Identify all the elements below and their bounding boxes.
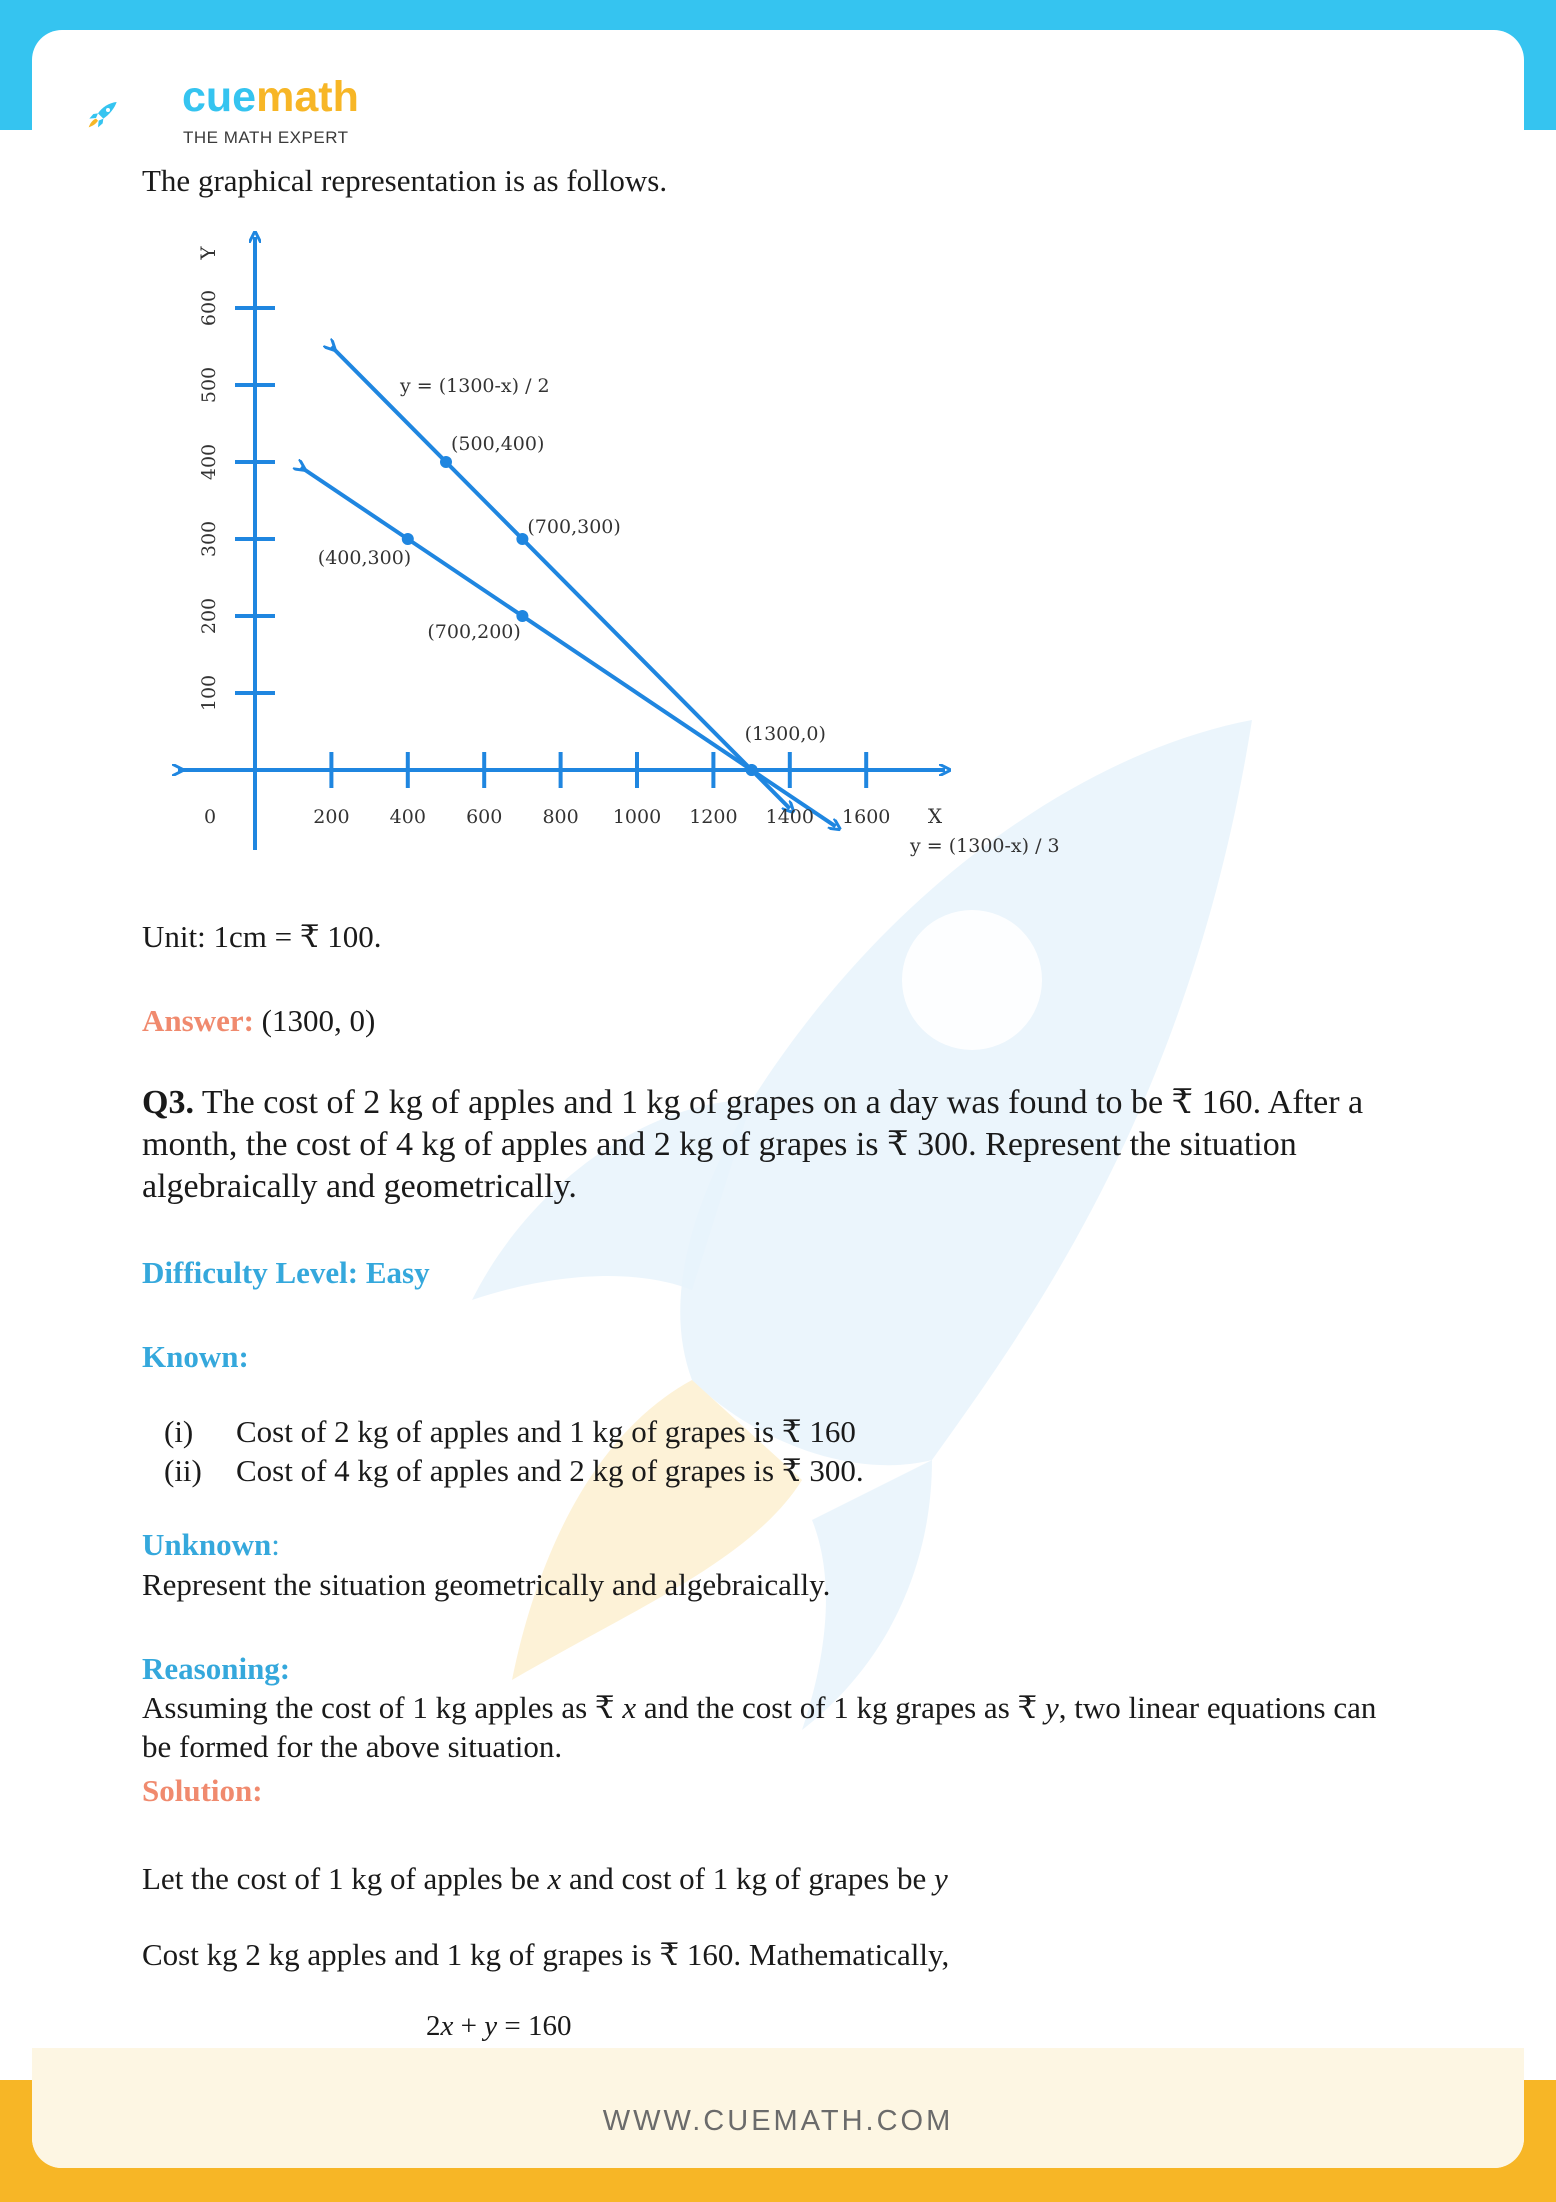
reasoning-heading: Reasoning:: [142, 1651, 291, 1686]
difficulty-level: Difficulty Level: Easy: [142, 1255, 430, 1290]
brand-part-cue: cue: [182, 73, 257, 121]
list-item-number: (i): [164, 1414, 194, 1449]
data-point: [402, 533, 414, 545]
intercept-label: (1300,0): [744, 723, 826, 745]
answer-value: (1300, 0): [253, 1003, 376, 1038]
series-label: y = (1300-x) / 2: [400, 375, 550, 397]
x-tick-label: 200: [313, 806, 350, 828]
unknown-text: Represent the situation geometrically and algebraically.: [142, 1567, 831, 1602]
y-tick-label: 200: [198, 597, 220, 635]
footer-url: WWW.CUEMATH.COM: [602, 2105, 954, 2137]
point-label: (400,300): [317, 547, 412, 569]
answer-line: [142, 1002, 375, 1039]
series-line: [331, 347, 789, 809]
solution-line-1: [142, 1860, 948, 1897]
list-item: [164, 1412, 864, 1451]
y-tick-label: 600: [198, 289, 220, 327]
equation: [426, 2010, 571, 2043]
brand-wordmark: [182, 73, 359, 121]
reasoning-part: and the cost of 1 kg grapes as ₹: [636, 1690, 1045, 1725]
brand-tagline: THE MATH EXPERT: [183, 128, 349, 147]
brand-part-math: math: [256, 73, 359, 121]
reasoning-text: [142, 1688, 1402, 1766]
eq-variable-y: y: [484, 2010, 498, 2042]
known-heading: Known:: [142, 1339, 249, 1374]
origin-label: 0: [203, 806, 217, 828]
eq-variable-x: x: [440, 2010, 454, 2042]
eq-rhs: = 160: [497, 2010, 572, 2042]
point-label: (700,300): [527, 516, 621, 538]
series-label: y = (1300-x) / 3: [910, 835, 1060, 857]
unknown-heading-label: Unknown: [142, 1527, 272, 1562]
data-point: [440, 456, 452, 468]
question-3: [142, 1082, 1402, 1208]
list-item: [164, 1451, 864, 1490]
unknown-heading-colon: :: [271, 1527, 280, 1562]
data-point: [746, 764, 758, 776]
eq-plus: +: [453, 2010, 485, 2042]
solution-part: Let the cost of 1 kg of apples be: [142, 1861, 548, 1896]
footer-strip: [32, 2048, 1524, 2168]
y-tick-label: 500: [198, 366, 220, 404]
x-tick-label: 1000: [612, 806, 662, 828]
list-item-text: Cost of 4 kg of apples and 2 kg of grapes is ₹ 300.: [236, 1453, 864, 1488]
solution-heading: Solution:: [142, 1773, 263, 1808]
linear-equations-graph: [150, 215, 1090, 895]
variable-y: y: [1044, 1690, 1059, 1725]
y-axis-label: Y: [196, 246, 220, 260]
answer-label: Answer:: [142, 1003, 254, 1038]
y-tick-label: 300: [198, 520, 220, 558]
list-item-text: Cost of 2 kg of apples and 1 kg of grapes is ₹ 160: [236, 1414, 856, 1449]
rocket-logo-icon: [86, 72, 186, 156]
eq-coefficient: 2: [426, 2010, 441, 2042]
x-tick-label: 1200: [689, 806, 738, 828]
intro-text: The graphical representation is as follows.: [142, 163, 668, 198]
unit-text: Unit: 1cm = ₹ 100.: [142, 919, 382, 954]
solution-part: and cost of 1 kg of grapes be: [561, 1861, 934, 1896]
unknown-heading: [142, 1526, 280, 1563]
x-tick-label: 800: [542, 806, 579, 828]
x-tick-label: 400: [389, 806, 426, 828]
x-tick-label: 1400: [765, 806, 814, 828]
reasoning-part: , two linear equations can be formed for the above situation.: [142, 1690, 1377, 1764]
x-axis-label: X: [927, 804, 943, 828]
q3-text: The cost of 2 kg of apples and 1 kg of grapes on a day was found to be ₹ 160. After a month, the cost of 4 kg of apples and 2 kg of grapes is ₹ 300. Represent the situation algebraically and geometrically.: [142, 1084, 1364, 1205]
reasoning-part: Assuming the cost of 1 kg apples as ₹: [142, 1690, 623, 1725]
solution-line-2: Cost kg 2 kg apples and 1 kg of grapes is ₹ 160. Mathematically,: [142, 1937, 950, 1972]
q3-label: Q3.: [142, 1084, 194, 1121]
variable-y: y: [934, 1861, 948, 1896]
point-label: (500,400): [451, 433, 545, 455]
y-tick-label: 400: [198, 443, 220, 481]
x-tick-label: 1600: [842, 806, 891, 828]
y-tick-label: 100: [198, 674, 220, 712]
point-label: (700,200): [427, 621, 521, 643]
x-tick-label: 600: [466, 806, 503, 828]
variable-x: x: [622, 1690, 637, 1725]
list-item-number: (ii): [164, 1453, 202, 1488]
known-list: [164, 1412, 864, 1490]
variable-x: x: [547, 1861, 562, 1896]
